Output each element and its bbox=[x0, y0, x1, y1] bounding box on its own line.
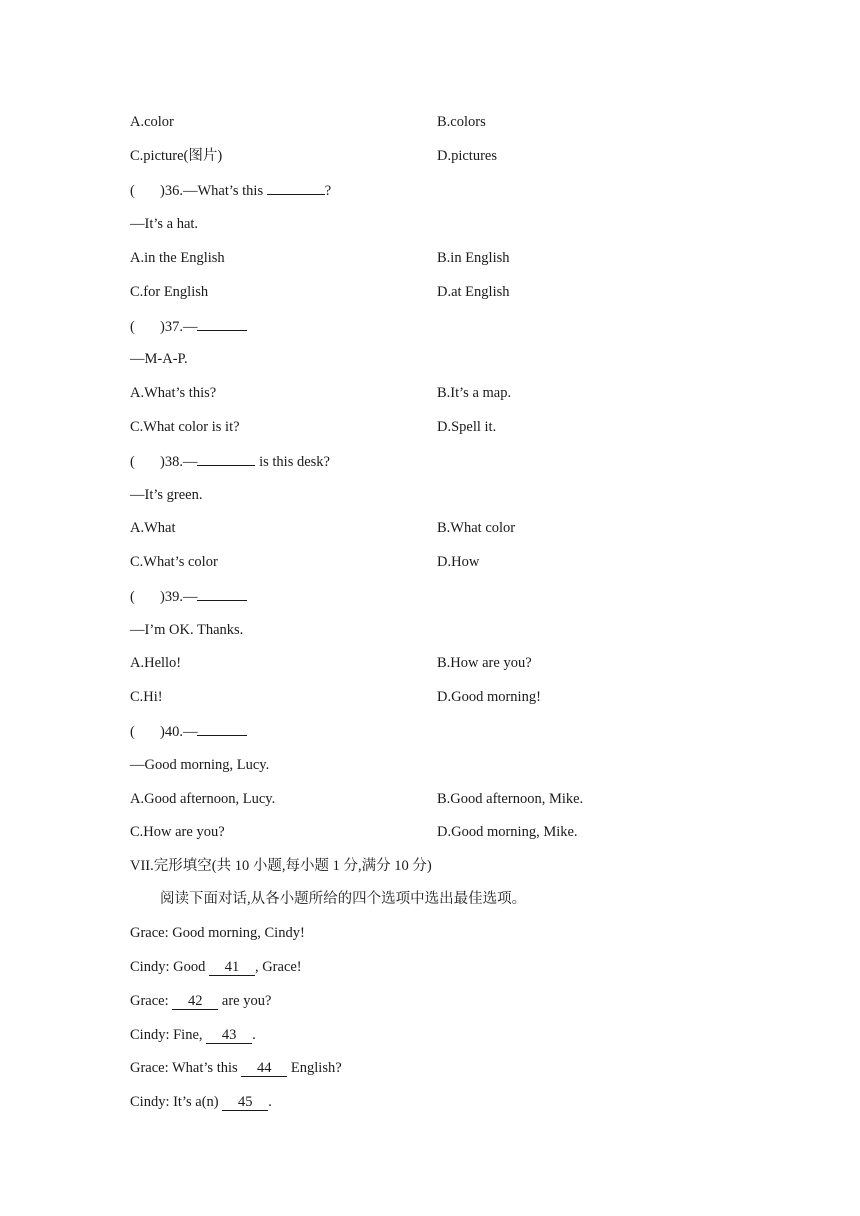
answer-paren: ( bbox=[130, 454, 135, 470]
q37-question bbox=[130, 315, 800, 337]
cloze-blank-43: 43 bbox=[206, 1027, 252, 1044]
q35-option-b: B.colors bbox=[437, 114, 486, 130]
cloze-blank-44: 44 bbox=[241, 1060, 287, 1077]
q40-question bbox=[130, 720, 800, 742]
q36-option-d: D.at English bbox=[437, 284, 510, 300]
q36-question bbox=[130, 179, 800, 201]
q38-option-d: D.How bbox=[437, 554, 480, 570]
cloze-blank-41: 41 bbox=[209, 959, 255, 976]
q36-options-row-2 bbox=[130, 281, 800, 303]
q37-stem: )37.— bbox=[160, 319, 198, 335]
dialogue-text: Grace: What’s this bbox=[130, 1060, 238, 1076]
q39-option-d: D.Good morning! bbox=[437, 689, 541, 705]
q40-option-a: A.Good afternoon, Lucy. bbox=[130, 791, 276, 807]
dialogue-text: . bbox=[252, 1027, 256, 1043]
dialogue-line bbox=[130, 956, 800, 978]
q36-reply bbox=[130, 213, 800, 235]
dialogue-line bbox=[130, 1091, 800, 1113]
q37-option-c: C.What color is it? bbox=[130, 419, 240, 435]
dialogue-text: are you? bbox=[221, 993, 272, 1009]
dialogue-text: Cindy: It’s a(n) bbox=[130, 1094, 219, 1110]
q38-option-c: C.What’s color bbox=[130, 554, 218, 570]
q37-reply-text: —M-A-P. bbox=[130, 351, 188, 367]
q39-option-a: A.Hello! bbox=[130, 655, 182, 671]
dialogue-line bbox=[130, 922, 800, 944]
q39-option-c: C.Hi! bbox=[130, 689, 163, 705]
q35-option-d: D.pictures bbox=[437, 148, 497, 164]
q39-stem: )39.— bbox=[160, 589, 198, 605]
q40-option-d: D.Good morning, Mike. bbox=[437, 824, 578, 840]
q40-option-b: B.Good afternoon, Mike. bbox=[437, 791, 584, 807]
section-title: VII.完形填空(共 10 小题,每小题 1 分,满分 10 分) bbox=[130, 858, 432, 874]
q37-options-row-2 bbox=[130, 416, 800, 438]
q40-options-row-2 bbox=[130, 821, 800, 843]
q36-option-a: A.in the English bbox=[130, 250, 225, 266]
q38-options-row-2 bbox=[130, 551, 800, 573]
q40-reply-text: —Good morning, Lucy. bbox=[130, 757, 270, 773]
q38-option-b: B.What color bbox=[437, 520, 516, 536]
q37-options-row-1 bbox=[130, 382, 800, 404]
dialogue-line bbox=[130, 1024, 800, 1046]
q38-question bbox=[130, 450, 800, 472]
q38-option-a: A.What bbox=[130, 520, 176, 536]
answer-paren: ( bbox=[130, 319, 135, 335]
q38-reply-text: —It’s green. bbox=[130, 487, 203, 503]
q37-option-b: B.It’s a map. bbox=[437, 385, 512, 401]
q39-option-b: B.How are you? bbox=[437, 655, 532, 671]
dialogue-line bbox=[130, 1057, 800, 1079]
dialogue-text: English? bbox=[290, 1060, 342, 1076]
q35-option-a: A.color bbox=[130, 114, 174, 130]
q38-reply bbox=[130, 484, 800, 506]
dialogue-text: Grace: bbox=[130, 993, 169, 1009]
q39-question bbox=[130, 585, 800, 607]
q37-option-d: D.Spell it. bbox=[437, 419, 497, 435]
q35-options-row-1 bbox=[130, 111, 800, 133]
dialogue-line bbox=[130, 990, 800, 1012]
q37-blank bbox=[197, 315, 247, 331]
q40-stem: )40.— bbox=[160, 724, 198, 740]
q38-options-row-1 bbox=[130, 517, 800, 539]
q39-options-row-2 bbox=[130, 686, 800, 708]
q39-reply bbox=[130, 619, 800, 641]
instruction-text: 阅读下面对话,从各小题所给的四个选项中选出最佳选项。 bbox=[160, 891, 527, 907]
answer-paren: ( bbox=[130, 589, 135, 605]
section-instruction bbox=[130, 888, 800, 910]
q36-stem-end: ? bbox=[324, 183, 332, 199]
q37-option-a: A.What’s this? bbox=[130, 385, 217, 401]
dialogue-text: . bbox=[268, 1094, 272, 1110]
q35-options-row-2 bbox=[130, 145, 800, 167]
section-heading bbox=[130, 855, 800, 877]
dialogue-text: Cindy: Good bbox=[130, 959, 206, 975]
q40-reply bbox=[130, 754, 800, 776]
dialogue-text: , Grace! bbox=[254, 959, 302, 975]
q38-blank bbox=[197, 450, 255, 466]
q39-reply-text: —I’m OK. Thanks. bbox=[130, 622, 244, 638]
q36-options-row-1 bbox=[130, 247, 800, 269]
q40-options-row-1 bbox=[130, 788, 800, 810]
q35-option-c: C.picture(图片) bbox=[130, 148, 223, 164]
dialogue-text: Grace: Good morning, Cindy! bbox=[130, 925, 305, 941]
q36-stem: )36.—What’s this bbox=[160, 183, 264, 199]
q39-options-row-1 bbox=[130, 652, 800, 674]
q36-blank bbox=[267, 179, 325, 195]
q40-option-c: C.How are you? bbox=[130, 824, 225, 840]
answer-paren: ( bbox=[130, 183, 135, 199]
q36-option-c: C.for English bbox=[130, 284, 209, 300]
q36-option-b: B.in English bbox=[437, 250, 510, 266]
answer-paren: ( bbox=[130, 724, 135, 740]
q40-blank bbox=[197, 720, 247, 736]
q36-reply-text: —It’s a hat. bbox=[130, 216, 199, 232]
cloze-blank-45: 45 bbox=[222, 1094, 268, 1111]
q38-stem-end: is this desk? bbox=[259, 454, 330, 470]
q38-stem: )38.— bbox=[160, 454, 198, 470]
q37-reply bbox=[130, 348, 800, 370]
q39-blank bbox=[197, 585, 247, 601]
dialogue-text: Cindy: Fine, bbox=[130, 1027, 203, 1043]
cloze-blank-42: 42 bbox=[172, 993, 218, 1010]
